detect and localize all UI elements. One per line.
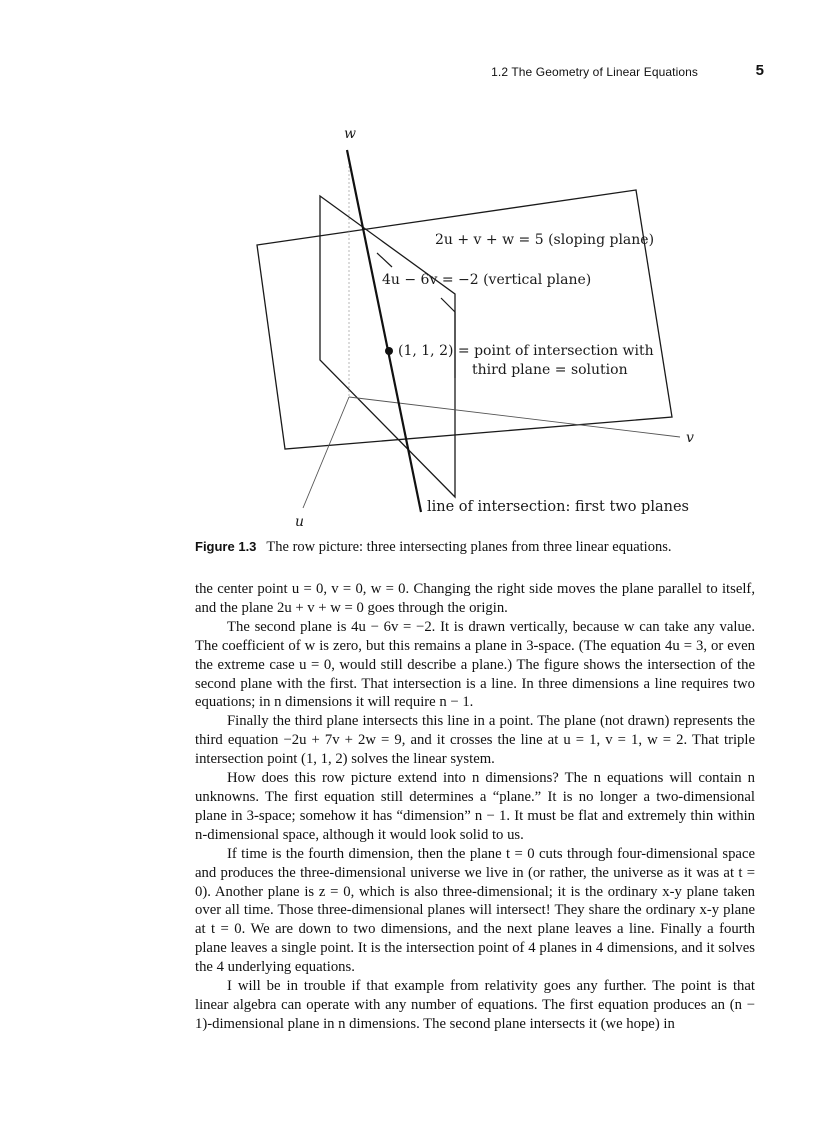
paragraph: The second plane is 4u − 6v = −2. It is drawn vertically, because w can take any value. The coefficient of w is zero, but this remains a plane in 3-space. (The equation 4u = 3, or even the extreme case u = 0, would still describe a plane.) The figure shows the intersection of the second plane with the first. That intersection is a line. In three dimensions a line requires two equations; in n dimensions it will require n − 1. — [195, 618, 755, 711]
paragraph: the center point u = 0, v = 0, w = 0. Changing the right side moves the plane parallel to itself, and the plane 2u + v + w = 0 goes through the origin. — [195, 581, 755, 616]
page-number: 5 — [755, 62, 764, 79]
axis-w-label: w — [344, 126, 356, 142]
body-text — [195, 580, 755, 1034]
sloping-plane-label: 2u + v + w = 5 (sloping plane) — [435, 232, 655, 248]
point-label-line1: (1, 1, 2) = point of intersection with — [398, 343, 654, 359]
u-axis — [303, 397, 349, 508]
paragraph: How does this row picture extend into n dimensions? The n equations will contain n unknowns. The first equation still determines a “plane.” It is no longer a two-dimensional plane in 3-space; somehow it has “dimension” n − 1. It must be flat and extremely thin within n-dimensional space, although it would look solid to us. — [195, 770, 755, 843]
figure-1-3 — [0, 0, 816, 535]
axis-u-label: u — [295, 514, 305, 530]
caption-text: The row picture: three intersecting planes from three linear equations. — [266, 539, 672, 555]
caption-tag: Figure 1.3 — [195, 539, 257, 554]
figure-caption — [195, 539, 775, 556]
vertical-plane-label: 4u − 6v = −2 (vertical plane) — [382, 272, 592, 288]
point-label-line2: third plane = solution — [472, 362, 628, 378]
leader-vertical-label — [377, 253, 392, 267]
paragraph: Finally the third plane intersects this line in a point. The plane (not drawn) represents the third equation −2u + 7v + 2w = 9, and it crosses the line at u = 1, v = 1, w = 2. That triple intersection point (1, 1, 2) solves the linear system. — [195, 713, 755, 768]
running-head: 1.2 The Geometry of Linear Equations — [491, 65, 698, 79]
solution-point — [385, 347, 393, 355]
intersection-line — [347, 150, 421, 512]
paragraph: I will be in trouble if that example from relativity goes any further. The point is that linear algebra can operate with any number of equations. The first equation produces an (n − 1)-dimensional plane in n dimensions. The second plane intersects it (we hope) in — [195, 978, 755, 1032]
sloping-plane — [257, 190, 672, 449]
axis-v-label: v — [686, 430, 694, 446]
intersection-line-label: line of intersection: first two planes — [427, 499, 689, 515]
leader-point-label — [441, 298, 455, 312]
paragraph: If time is the fourth dimension, then the plane t = 0 cuts through four-dimensional space and produces the three-dimensional universe we live in (or rather, the universe as it was at t = 0). Another plane is z = 0, which is also three-dimensional; it is the ordinary x-y plane taken over all time. Those three-dimensional planes will intersect! They share the ordinary x-y plane at t = 0. We are down to two dimensions, and the next plane leaves a line. Finally a fourth plane leaves a single point. It is the intersection point of 4 planes in 4 dimensions, and it solves the 4 underlying equations. — [195, 845, 755, 976]
